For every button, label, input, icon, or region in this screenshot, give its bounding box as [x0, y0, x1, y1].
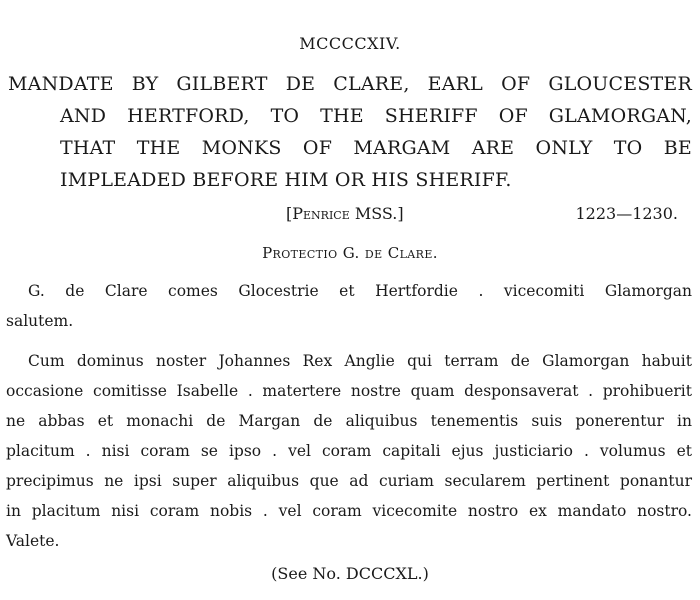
paragraph-line: precipimus ne ipsi super aliquibus que ad curiam secularem pertinent ponantur — [6, 472, 692, 490]
heading-line: MANDATE BY GILBERT DE CLARE, EARL OF GLOUCESTER — [8, 73, 692, 95]
paragraph-line: ne abbas et monachi de Margan de aliquibus tenementis suis ponerentur in — [6, 412, 692, 430]
cross-reference: (See No. DCCCXL.) — [271, 564, 429, 583]
paragraph-line: Valete. — [6, 532, 60, 550]
document-title: Protectio G. de Clare. — [262, 244, 438, 262]
body-paragraph — [6, 346, 692, 556]
paragraph-line: in placitum nisi coram nobis . vel coram vicecomite nostro ex mandato nostro. — [6, 502, 692, 520]
paragraph-line: G. de Clare comes Glocestrie et Hertfordie . vicecomiti Glamorgan — [28, 282, 692, 300]
heading-line: THAT THE MONKS OF MARGAM ARE ONLY TO BE — [60, 137, 692, 159]
paragraph-line: salutem. — [6, 312, 74, 330]
charter-heading — [8, 68, 692, 196]
heading-line: IMPLEADED BEFORE HIM OR HIS SHERIFF. — [60, 169, 512, 191]
paragraph-line: placitum . nisi coram se ipso . vel coram capitali ejus justiciario . volumus et — [6, 442, 692, 460]
address-paragraph — [6, 276, 692, 336]
date-range: 1223—1230. — [575, 204, 678, 223]
heading-line: AND HERTFORD, TO THE SHERIFF OF GLAMORGAN, — [60, 105, 692, 127]
paragraph-line: Cum dominus noster Johannes Rex Anglie qui terram de Glamorgan habuit — [28, 352, 692, 370]
paragraph-line: occasione comitisse Isabelle . matertere nostre quam desponsaverat . prohibuerit — [6, 382, 692, 400]
source-reference: [Penrice MSS.] — [286, 204, 404, 223]
charter-number: MCCCCXIV. — [299, 34, 401, 53]
